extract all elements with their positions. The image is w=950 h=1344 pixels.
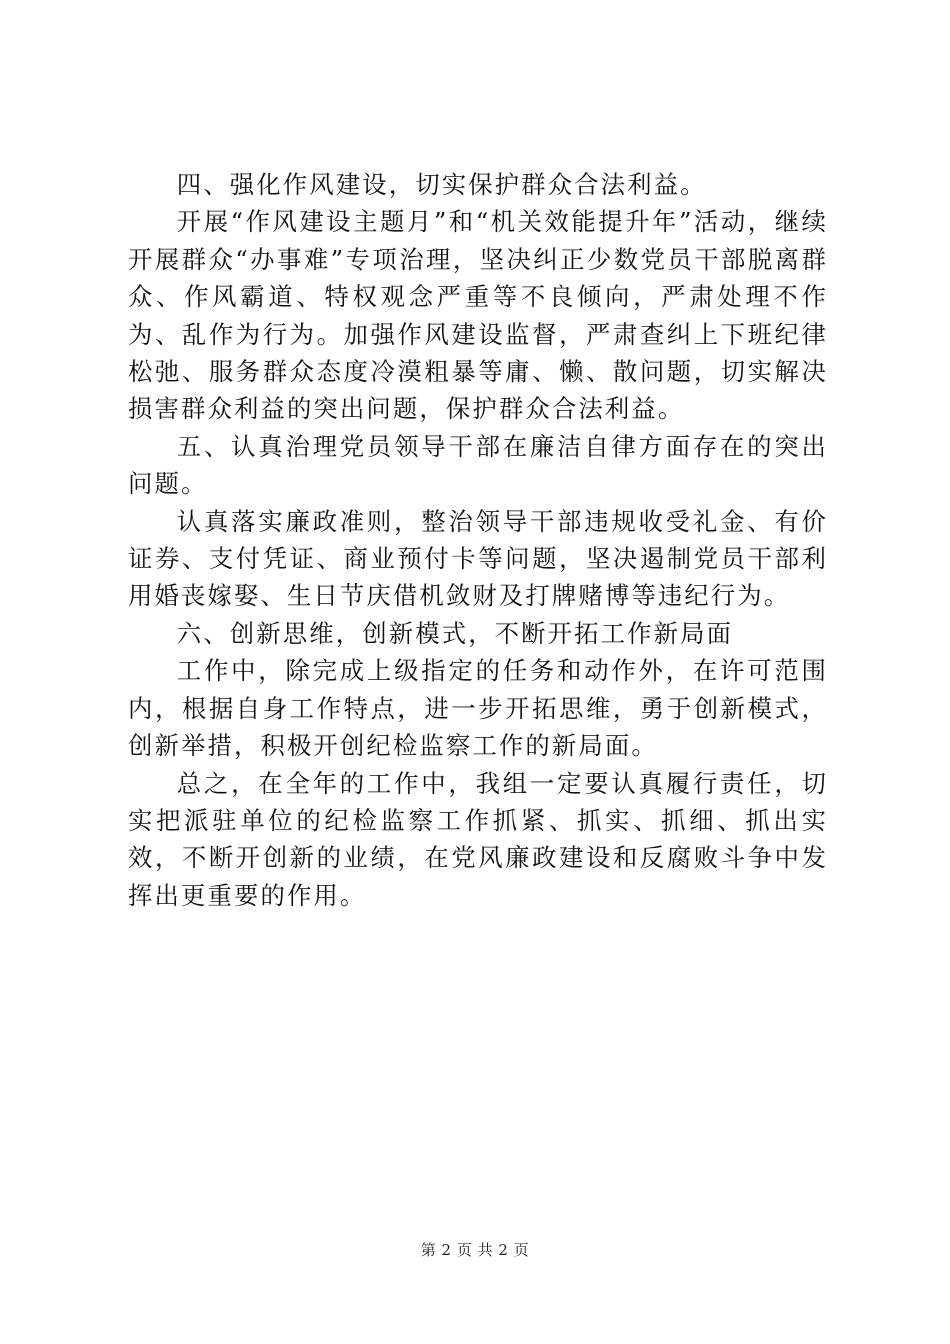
paragraph-conclusion: 总之，在全年的工作中，我组一定要认真履行责任，切实把派驻单位的纪检监察工作抓紧、抓实、抓细、抓出实效，不断开创新的业绩，在党风廉政建设和反腐败斗争中发挥出更重要的作用。: [128, 768, 828, 910]
paragraph-section-4: 开展“作风建设主题月”和“机关效能提升年”活动，继续开展群众“办事难”专项治理，坚决纠正少数党员干部脱离群众、作风霸道、特权观念严重等不良倾向，严肃处理不作为、乱作为行为。加强作风建设监督，严肃查纠上下班纪律松弛、服务群众态度冷漠粗暴等庸、懒、散问题，切实解决损害群众利益的突出问题，保护群众合法利益。: [128, 207, 828, 424]
document-body: [128, 166, 828, 914]
page-number-footer: 第 2 页 共 2 页: [420, 1241, 530, 1259]
section-heading-5: 五、认真治理党员领导干部在廉洁自律方面存在的突出问题。: [128, 431, 828, 499]
section-heading-6: 六、创新思维，创新模式，不断开拓工作新局面: [176, 618, 734, 648]
paragraph-section-5: 认真落实廉政准则，整治领导干部违规收受礼金、有价证券、支付凭证、商业预付卡等问题，坚决遏制党员干部利用婚丧嫁娶、生日节庆借机敛财及打牌赌博等违纪行为。: [128, 506, 828, 611]
section-heading-4: 四、强化作风建设，切实保护群众合法利益。: [176, 170, 707, 199]
paragraph-section-6: 工作中，除完成上级指定的任务和动作外，在许可范围内，根据自身工作特点，进一步开拓思维，勇于创新模式，创新举措，积极开创纪检监察工作的新局面。: [128, 656, 828, 761]
